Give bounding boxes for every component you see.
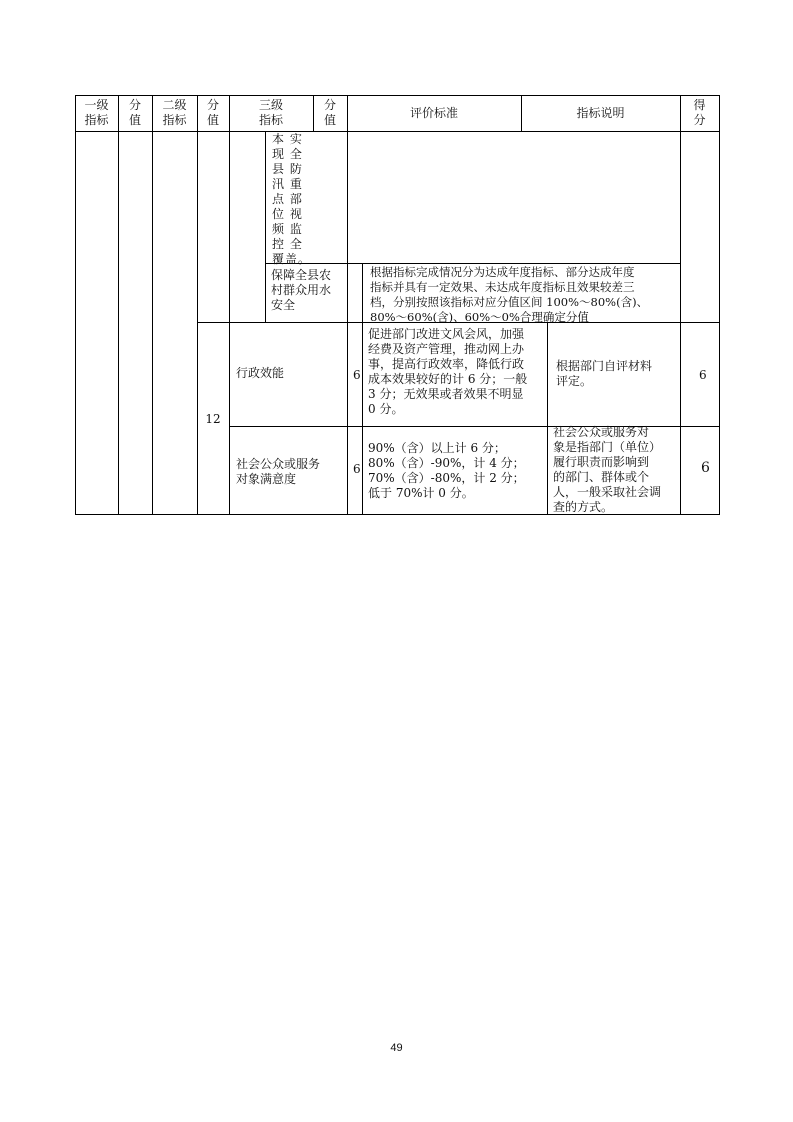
row4-got-value: 6 [701, 460, 710, 476]
row4-explanation-text: 社会公众或服务对 象是指部门（单位） 履行职责而影响到 的部门、群体或个 人，一般采取社会调 查的方式。 [553, 425, 662, 514]
col-line-4 [229, 95, 230, 515]
header-explanation: 指标说明 [576, 106, 625, 120]
table-border-left [75, 95, 76, 515]
header-bottom-line [75, 131, 720, 132]
header-score-got: 得 分 [693, 98, 706, 127]
header-level1: 一级 指标 [84, 98, 109, 127]
row3-got-value: 6 [699, 368, 707, 382]
col-line-5 [265, 131, 266, 322]
col-line-1 [118, 95, 119, 515]
header-score1: 分 值 [128, 98, 141, 127]
row4-score-value: 6 [353, 462, 361, 476]
group-score-value: 12 [205, 412, 221, 426]
row4-criteria-text: 90%（含）以上计 6 分； 80%（含）-90%，计 4 分； 70%（含）-80%，计 2 分； 低于 70%计 0 分。 [368, 441, 525, 500]
header-score2: 分 值 [206, 98, 219, 127]
row1-bottom-line [265, 263, 680, 264]
row2-criteria-text: 根据指标完成情况分为达成年度指标、部分达成年度 指标并具有一定效果、未达成年度指标且效果较差三 档，分别按照该指标对应分值区间 100%～80%(含)、 80%～60%(含)、60%～0%合理确定分值 [370, 265, 649, 324]
header-criteria: 评价标准 [409, 106, 458, 120]
table-border-right [719, 95, 720, 515]
row3-criteria-text: 促进部门改进文风会风，加强 经费及资产管理，推动网上办 事，提高行政效率，降低行政 成本效果较好的计 6 分；一般 3 分；无效果或者效果不明显 0 分。 [368, 327, 528, 416]
table-border-top [75, 95, 720, 96]
header-score3: 分 值 [323, 98, 336, 127]
col-line-2 [152, 95, 153, 515]
header-level2: 二级 指标 [162, 98, 187, 127]
col-line-7 [347, 131, 348, 514]
header-level3: 三级 指标 [258, 98, 283, 127]
col-line-3 [197, 95, 198, 515]
row3-score-value: 6 [353, 368, 361, 382]
row4-level3-text: 社会公众或服务 对象满意度 [236, 457, 321, 486]
row3-level3-text: 行政效能 [236, 366, 285, 380]
row3-explanation-text: 根据部门自评材料 评定。 [556, 359, 653, 388]
page-number: 49 [390, 1042, 403, 1054]
row1-level3-text: 本 实 现 全 县 防 汛 重 点 部 位 视 频 监 控 全 覆盖。 [272, 132, 312, 266]
row2-level3-text: 保障全县农 村群众用水 安全 [271, 268, 332, 312]
